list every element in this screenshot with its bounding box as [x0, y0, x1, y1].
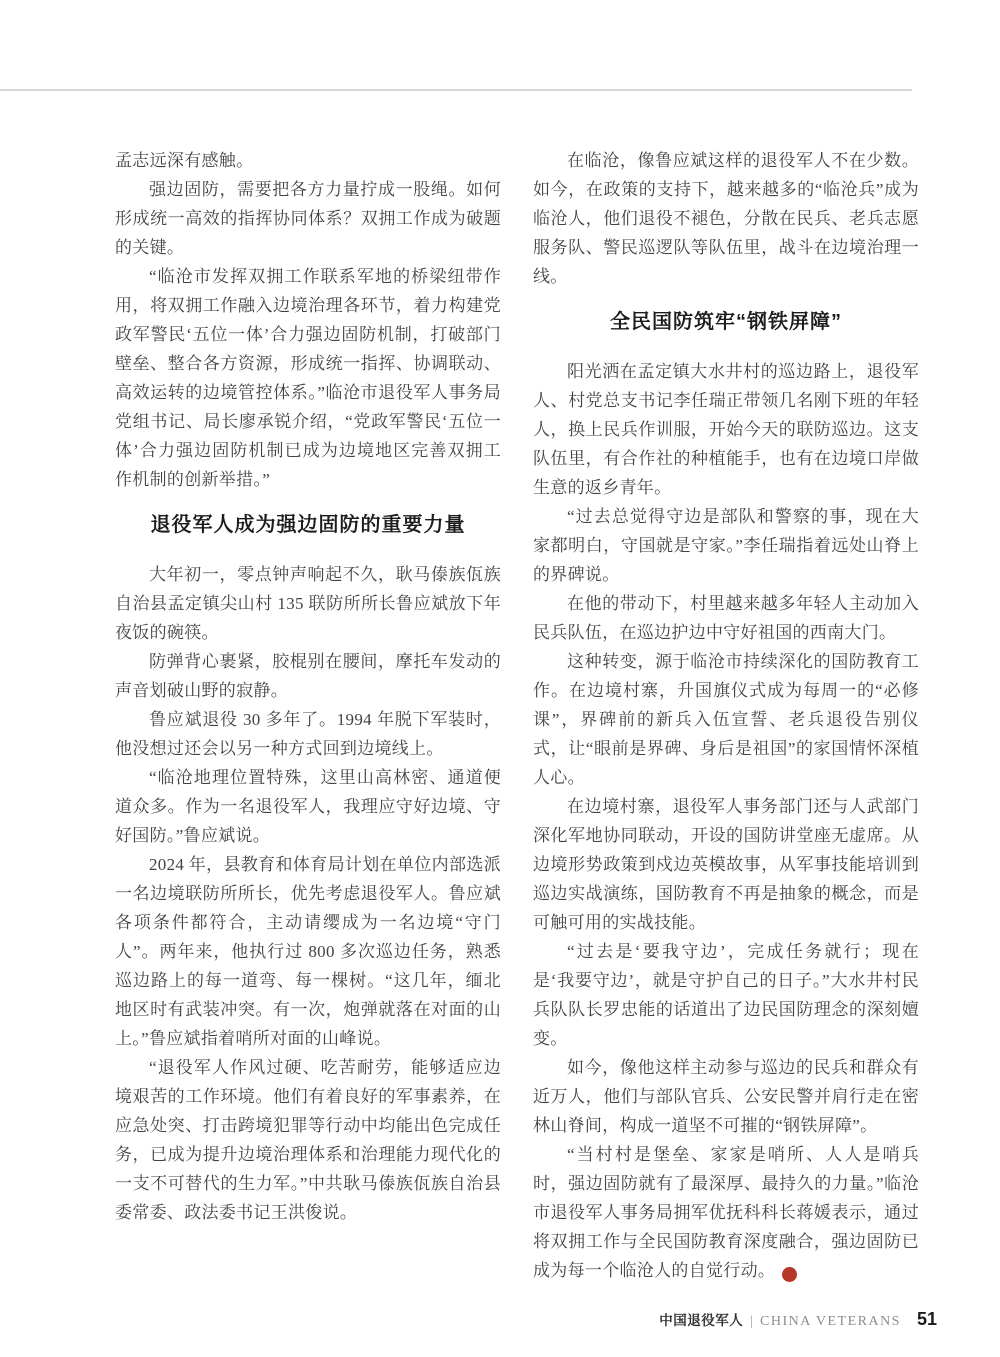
paragraph-text: “当村村是堡垒、家家是哨所、人人是哨兵时，强边固防就有了最深厚、最持久的力量。”临沧市退役军人事务局拥军优抚科科长蒋媛表示，通过将双拥工作与全民国防教育深度融合，强边固防已成为每一个临沧人的自觉行动。: [533, 1145, 919, 1280]
left-column: [115, 146, 501, 1285]
paragraph: 如今，像他这样主动参与巡边的民兵和群众有近万人，他们与部队官兵、公安民警并肩行走在密林山脊间，构成一道坚不可摧的“钢铁屏障”。: [533, 1058, 919, 1135]
paragraph: 防弹背心裹紧，胶棍别在腰间，摩托车发动的声音划破山野的寂静。: [115, 652, 501, 700]
section-heading-veterans: 退役军人成为强边固防的重要力量: [150, 514, 466, 536]
top-divider-rule: [0, 89, 912, 91]
paragraph: 孟志远深有感触。: [115, 151, 254, 170]
right-column: [533, 146, 919, 1285]
paragraph: “过去是‘要我守边’，完成任务就行；现在是‘我要守边’，就是守护自己的日子。”大水井村民兵队队长罗忠能的话道出了边民国防理念的深刻嬗变。: [533, 942, 919, 1048]
page-number: 51: [916, 1309, 937, 1329]
footer-divider: |: [750, 1314, 754, 1329]
paragraph: 2024 年，县教育和体育局计划在单位内部选派一名边境联防所所长，优先考虑退役军人。鲁应斌各项条件都符合，主动请缨成为一名边境“守门人”。两年来，他执行过 800 多次巡边任务，熟悉巡边路上的每一道弯、每一棵树。“这几年，缅北地区时有武装冲突。有一次，炮弹就落在对面的山上。”鲁应斌指着哨所对面的山峰说。: [115, 855, 501, 1048]
paragraph: 阳光洒在孟定镇大水井村的巡边路上，退役军人、村党总支书记李任瑞正带领几名刚下班的年轻人，换上民兵作训服，开始今天的联防巡边。这支队伍里，有合作社的种植能手，也有在边境口岸做生意的返乡青年。: [533, 362, 919, 497]
paragraph: 这种转变，源于临沧市持续深化的国防教育工作。在边境村寨，升国旗仪式成为每周一的“必修课”，界碑前的新兵入伍宣誓、老兵退役告别仪式，让“眼前是界碑、身后是祖国”的家国情怀深植人心。: [533, 652, 919, 787]
article-body: [115, 146, 919, 1285]
paragraph: “临沧市发挥双拥工作联系军地的桥梁纽带作用，将双拥工作融入边境治理各环节，着力构建党政军警民‘五位一体’合力强边固防机制，打破部门壁垒、整合各方资源，形成统一指挥、协调联动、高效运转的边境管控体系。”临沧市退役军人事务局党组书记、局长廖承锐介绍，“党政军警民‘五位一体’合力强边固防机制已成为边境地区完善双拥工作机制的创新举措。”: [115, 267, 501, 489]
paragraph: [533, 1140, 919, 1285]
paragraph: 强边固防，需要把各方力量拧成一股绳。如何形成统一高效的指挥协同体系？双拥工作成为破题的关键。: [115, 180, 501, 257]
paragraph: 在边境村寨，退役军人事务部门还与人武部门深化军地协同联动，开设的国防讲堂座无虚席。从边境形势政策到戍边英模故事，从军事技能培训到巡边实战演练，国防教育不再是抽象的概念，而是可触可用的实战技能。: [533, 797, 919, 932]
section-heading-defense: 全民国防筑牢“钢铁屏障”: [610, 311, 842, 333]
paragraph: 鲁应斌退役 30 多年了。1994 年脱下军装时，他没想过还会以另一种方式回到边境线上。: [115, 710, 501, 758]
paragraph: 在临沧，像鲁应斌这样的退役军人不在少数。如今，在政策的支持下，越来越多的“临沧兵”成为临沧人，他们退役不褪色，分散在民兵、老兵志愿服务队、警民巡逻队等队伍里，战斗在边境治理一线。: [533, 151, 919, 286]
paragraph: “临沧地理位置特殊，这里山高林密、通道便道众多。作为一名退役军人，我理应守好边境、守好国防。”鲁应斌说。: [115, 768, 501, 845]
magazine-title-cn: 中国退役军人: [659, 1313, 744, 1328]
paragraph: “退役军人作风过硬、吃苦耐劳，能够适应边境艰苦的工作环境。他们有着良好的军事素养，在应急处突、打击跨境犯罪等行动中均能出色完成任务，已成为提升边境治理体系和治理能力现代化的一支不可替代的生力军。”中共耿马傣族佤族自治县委常委、政法委书记王洪俊说。: [115, 1058, 501, 1222]
magazine-title-en: CHINA VETERANS: [760, 1314, 901, 1329]
page-footer: [659, 1309, 937, 1330]
paragraph: 在他的带动下，村里越来越多年轻人主动加入民兵队伍，在巡边护边中守好祖国的西南大门。: [533, 594, 919, 642]
end-mark-icon: V: [782, 1267, 797, 1282]
paragraph: 大年初一，零点钟声响起不久，耿马傣族佤族自治县孟定镇尖山村 135 联防所所长鲁应斌放下年夜饭的碗筷。: [115, 565, 501, 642]
paragraph: “过去总觉得守边是部队和警察的事，现在大家都明白，守国就是守家。”李任瑞指着远处山脊上的界碑说。: [533, 507, 919, 584]
